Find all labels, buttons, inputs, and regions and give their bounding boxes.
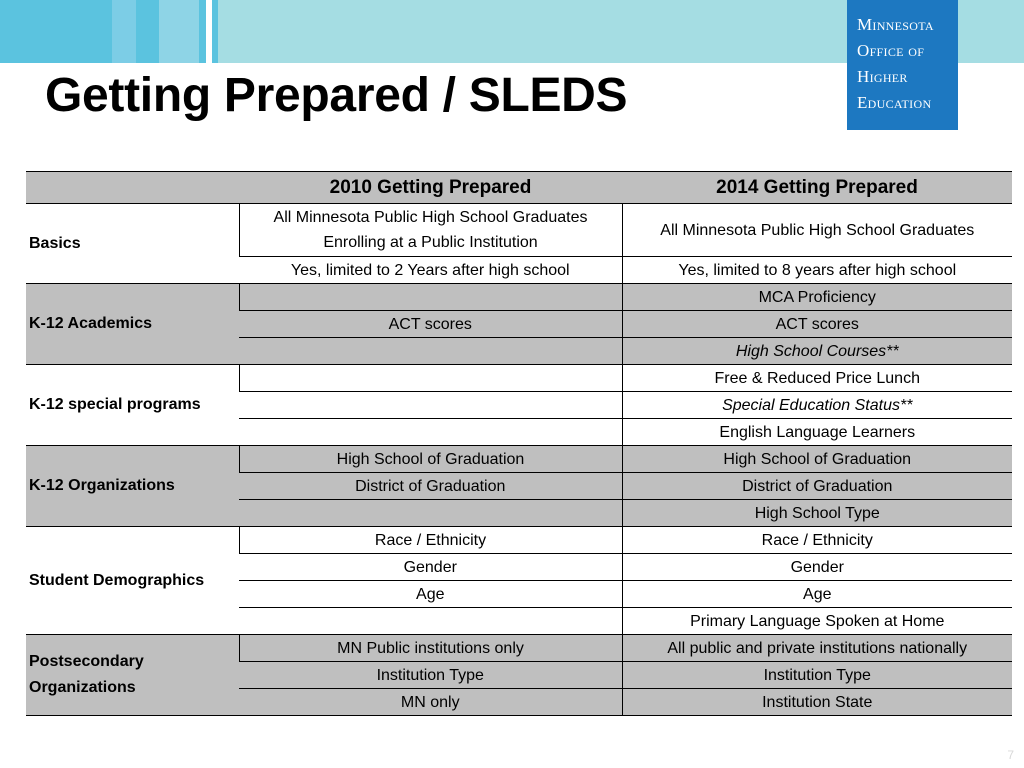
category-k12-special-programs: K-12 special programs <box>26 365 239 446</box>
band-stripe <box>212 0 218 63</box>
table-cell: Yes, limited to 2 Years after high school <box>239 257 622 284</box>
band-stripe <box>136 0 159 63</box>
table-cell: All Minnesota Public High School Graduates <box>622 204 1012 257</box>
table-cell: High School Type <box>622 500 1012 527</box>
table-cell: Yes, limited to 8 years after high school <box>622 257 1012 284</box>
table-header-row <box>26 172 1012 204</box>
category-k12-organizations: K-12 Organizations <box>26 446 239 527</box>
table-cell: ACT scores <box>239 311 622 338</box>
header-2014: 2014 Getting Prepared <box>622 172 1012 204</box>
table-cell <box>239 284 622 311</box>
logo-line: Office of <box>857 41 925 60</box>
category-k12-academics: K-12 Academics <box>26 284 239 365</box>
table-cell: MN only <box>239 689 622 716</box>
table-cell: All Minnesota Public High School Graduates Enrolling at a Public Institution <box>239 204 622 257</box>
table-cell: Age <box>622 581 1012 608</box>
table-row <box>26 365 1012 392</box>
category-postsecondary-organizations: Postsecondary Organizations <box>26 635 239 716</box>
table-cell: High School of Graduation <box>239 446 622 473</box>
table-cell: Institution State <box>622 689 1012 716</box>
sleds-comparison-table <box>26 171 1012 716</box>
table-cell: Age <box>239 581 622 608</box>
table-row <box>26 446 1012 473</box>
logo-line: Minnesota <box>857 15 934 34</box>
table-cell: All public and private institutions nationally <box>622 635 1012 662</box>
table-cell: Race / Ethnicity <box>239 527 622 554</box>
band-stripe <box>112 0 136 63</box>
table-cell: Gender <box>239 554 622 581</box>
table-row <box>26 284 1012 311</box>
band-stripe <box>199 0 206 63</box>
table-cell: MN Public institutions only <box>239 635 622 662</box>
table-cell <box>239 338 622 365</box>
table-cell <box>239 365 622 392</box>
logo-line: Higher <box>857 67 908 86</box>
table-cell: MCA Proficiency <box>622 284 1012 311</box>
table-cell <box>239 419 622 446</box>
table-cell: Institution Type <box>622 662 1012 689</box>
category-basics: Basics <box>26 204 239 284</box>
table-row <box>26 527 1012 554</box>
table-cell: Gender <box>622 554 1012 581</box>
header-2010: 2010 Getting Prepared <box>239 172 622 204</box>
table-cell: Special Education Status** <box>622 392 1012 419</box>
table-cell: High School of Graduation <box>622 446 1012 473</box>
table-cell: District of Graduation <box>622 473 1012 500</box>
table-cell: District of Graduation <box>239 473 622 500</box>
table-cell <box>239 608 622 635</box>
header-cell-blank <box>26 172 239 204</box>
table-cell: Race / Ethnicity <box>622 527 1012 554</box>
table-cell: High School Courses** <box>622 338 1012 365</box>
band-dark-block <box>0 0 112 63</box>
table-cell <box>239 392 622 419</box>
table-cell <box>239 500 622 527</box>
page-number: 7 <box>1007 748 1014 762</box>
table-cell: Free & Reduced Price Lunch <box>622 365 1012 392</box>
table-cell: Primary Language Spoken at Home <box>622 608 1012 635</box>
band-stripe <box>159 0 199 63</box>
table-cell: Institution Type <box>239 662 622 689</box>
ohe-logo <box>847 0 958 130</box>
category-student-demographics: Student Demographics <box>26 527 239 635</box>
table-row <box>26 204 1012 257</box>
logo-line: Education <box>857 93 932 112</box>
slide-title: Getting Prepared / SLEDS <box>45 69 628 122</box>
table-row <box>26 635 1012 662</box>
table-cell: English Language Learners <box>622 419 1012 446</box>
table-cell: ACT scores <box>622 311 1012 338</box>
